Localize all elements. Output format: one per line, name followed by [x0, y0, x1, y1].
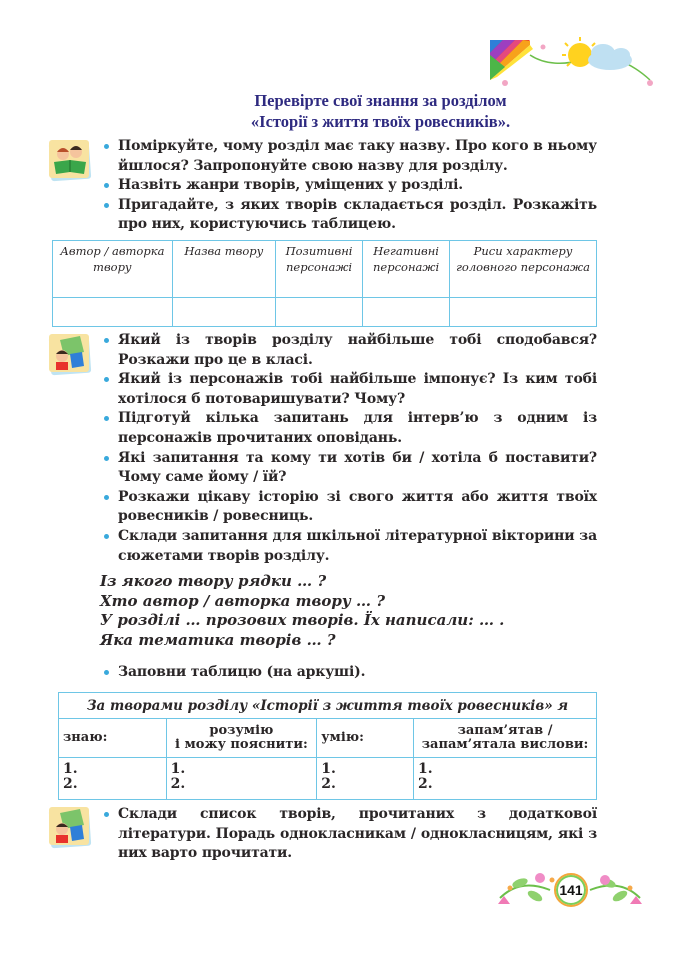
table-cell[interactable]: [450, 298, 597, 327]
table-caption: За творами розділу «Історії з життя твоїх ровесників» я: [59, 693, 597, 719]
list-item: Склади запитання для шкільної літературної вікторини за сюжетами творів розділу.: [118, 527, 597, 566]
table-cell[interactable]: [53, 298, 173, 327]
kite-icon: [490, 40, 533, 80]
bullet-icon: [104, 670, 109, 675]
works-characters-table: [52, 240, 597, 327]
quiz-examples: [100, 572, 580, 650]
page-footer: [490, 868, 650, 918]
table-header-row: [59, 719, 597, 758]
table-cell[interactable]: 1. 2.: [59, 758, 167, 800]
child-writing-icon: [46, 332, 96, 376]
table-header-cell: Негативні персонажі: [363, 241, 450, 298]
flower-icon: [541, 45, 546, 50]
cloud-icon: [588, 44, 632, 70]
table-cell[interactable]: 1. 2.: [414, 758, 597, 800]
table-row: [53, 298, 597, 327]
quiz-example: У розділі … прозових творів. Їх написали: … .: [100, 611, 505, 629]
bullet-icon: [104, 338, 109, 343]
list-item: Пригадайте, з яких творів складається розділ. Розкажіть про них, користуючись таблицею.: [118, 196, 597, 235]
bullet-icon: [104, 377, 109, 382]
list-item: Підготуй кілька запитань для інтерв’ю з одним із персонажів прочитаних оповідань.: [118, 409, 597, 448]
bullet-icon: [104, 203, 109, 208]
bullet-icon: [104, 456, 109, 461]
list-item: Розкажи цікаву історію зі свого життя або життя твоїх ровесників / ровесниць.: [118, 488, 597, 527]
quiz-example: Яка тематика творів … ?: [100, 630, 336, 649]
list-item: Який із творів розділу найбільше тобі сподобався? Розкажи про це в класі.: [118, 331, 597, 370]
bullet-icon: [104, 534, 109, 539]
list-item: Які запитання та кому ти хотів би / хотіла б поставити? Чому саме йому / їй?: [118, 449, 597, 488]
table-header-cell: розумію і можу пояснити:: [166, 719, 317, 758]
fill-table-instruction: [118, 663, 597, 683]
table-header-cell: Риси характеру головного персонажа: [450, 241, 597, 298]
bullet-icon: [104, 812, 109, 817]
table-row: [59, 758, 597, 800]
kite-sun-illustration: [485, 35, 665, 95]
table-header-cell: умію:: [317, 719, 414, 758]
table-cell[interactable]: 1. 2.: [166, 758, 317, 800]
table-cell[interactable]: [172, 298, 275, 327]
flower-icon: [502, 80, 508, 86]
flower-icon: [647, 80, 653, 86]
table-header-cell: Назва твору: [172, 241, 275, 298]
child-writing-icon: [46, 805, 96, 849]
table-header-cell: Позитивні персонажі: [276, 241, 363, 298]
list-item: Який із персонажів тобі найбільше імпонує? Із ким тобі хотілося б потоваришувати? Чому?: [118, 370, 597, 409]
table-header-cell: знаю:: [59, 719, 167, 758]
table-caption-row: [59, 693, 597, 719]
page-number: 141: [554, 873, 588, 907]
bullet-icon: [104, 183, 109, 188]
children-reading-book-icon: [46, 138, 96, 182]
title-line-2: «Історії з життя твоїх ровесників».: [250, 112, 511, 131]
bullet-icon: [104, 416, 109, 421]
knowledge-summary-table: [58, 692, 597, 800]
list-item: Склади список творів, прочитаних з додаткової літератури. Порадь однокласникам / однокласницям, які з них варто прочитати.: [118, 805, 597, 864]
table-header-cell: Автор / авторка твору: [53, 241, 173, 298]
section1-questions: [118, 137, 597, 235]
section-review-title: [0, 90, 681, 132]
quiz-example: Із якого твору рядки … ?: [100, 572, 327, 590]
table-cell[interactable]: [276, 298, 363, 327]
bullet-icon: [104, 144, 109, 149]
list-item: Поміркуйте, чому розділ має таку назву. Про кого в ньому йшлося? Запропонуйте свою назву для розділу.: [118, 137, 597, 176]
table-header-row: [53, 241, 597, 298]
title-line-1: Перевірте свої знання за розділом: [254, 91, 507, 110]
list-item: Заповни таблицю (на аркуші).: [118, 663, 597, 683]
section3-tasks: [118, 805, 597, 864]
quiz-example: Хто автор / авторка твору … ?: [100, 591, 386, 610]
table-header-cell: запам’ятав / запам’ятала вислови:: [414, 719, 597, 758]
bullet-icon: [104, 495, 109, 500]
table-cell[interactable]: [363, 298, 450, 327]
list-item: Назвіть жанри творів, уміщених у розділі.: [118, 176, 597, 196]
section2-questions: [118, 331, 597, 566]
table-cell[interactable]: 1. 2.: [317, 758, 414, 800]
